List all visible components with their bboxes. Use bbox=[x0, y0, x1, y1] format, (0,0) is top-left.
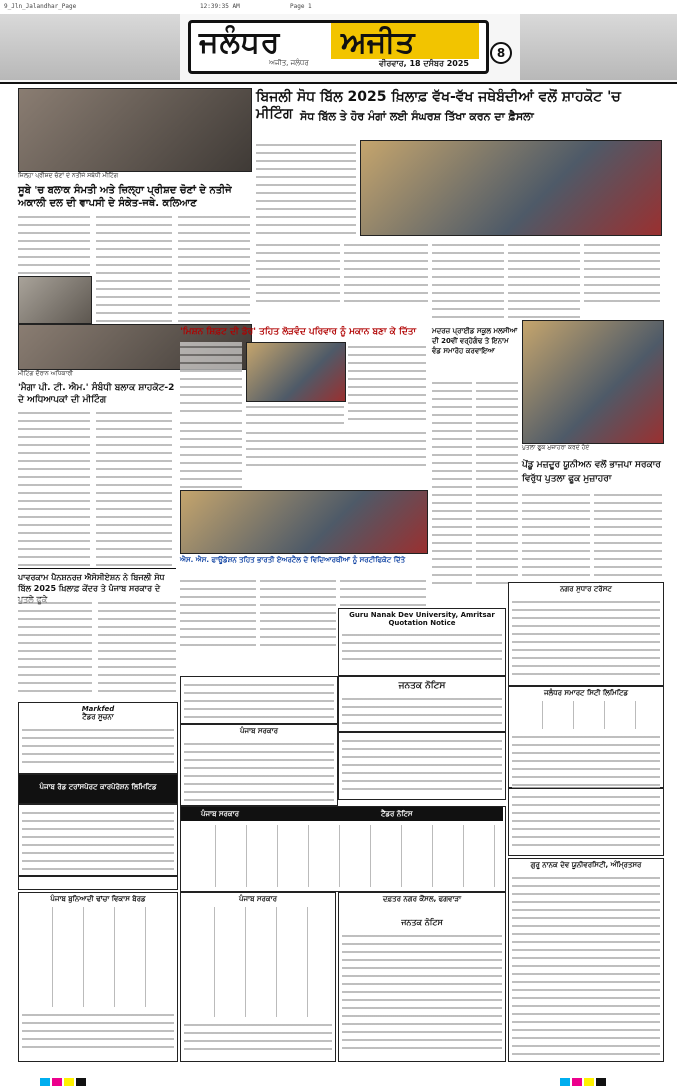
ad-public-notice bbox=[338, 676, 506, 732]
ad-gndu-title: Guru Nanak Dev University, Amritsar bbox=[349, 611, 495, 619]
page-number: 8 bbox=[490, 42, 512, 64]
ad-gndu-pb-body bbox=[512, 873, 660, 1057]
ad-smart-city-body bbox=[512, 732, 660, 788]
masthead-date: ਵੀਰਵਾਰ, 18 ਦਸੰਬਰ 2025 bbox=[379, 59, 470, 68]
photo-effigy-burning bbox=[522, 320, 664, 444]
ad-pidb-left-table bbox=[22, 907, 174, 1007]
ad-public-notice-2 bbox=[338, 732, 506, 800]
body-mission-5 bbox=[246, 428, 426, 468]
body-certificates bbox=[180, 576, 256, 650]
body-mega-ptm-2 bbox=[96, 408, 172, 566]
ad-nagar-sudhar bbox=[508, 582, 664, 686]
body-akali-dal-2 bbox=[96, 212, 172, 322]
reg-yellow-2 bbox=[584, 1078, 594, 1086]
body-main bbox=[256, 140, 356, 240]
ad-tender-govt: ਪੰਜਾਬ ਸਰਕਾਰ bbox=[201, 810, 240, 818]
body-main-5 bbox=[508, 240, 580, 320]
ad-pidb-left-title: ਪੰਜਾਬ ਬੁਨਿਆਦੀ ਢਾਂਚਾ ਵਿਕਾਸ ਬੋਰਡ bbox=[50, 895, 146, 903]
body-akali-dal-3 bbox=[178, 212, 250, 322]
ad-markfed-tender: ਟੈਂਡਰ ਸੂਚਨਾ bbox=[82, 713, 114, 721]
divider bbox=[18, 568, 176, 569]
photo-main-protest bbox=[360, 140, 662, 236]
ad-pwd-title: ਦਫ਼ਤਰ ਨਗਰ ਕੌਂਸਲ, ਫਗਵਾੜਾ bbox=[382, 895, 462, 903]
ad-pidb-left bbox=[18, 892, 178, 1062]
reg-magenta-2 bbox=[572, 1078, 582, 1086]
ad-smart-city-title: ਜਲੰਧਰ ਸਮਾਰਟ ਸਿਟੀ ਲਿਮਿਟਿਡ bbox=[543, 689, 629, 697]
ad-gmada-body bbox=[184, 1020, 332, 1054]
building-photo-left bbox=[0, 14, 180, 80]
ad-punjab-govt-body bbox=[184, 739, 334, 801]
ad-small-notice-body bbox=[184, 680, 334, 718]
headline-mega-ptm: 'ਮੈਗਾ ਪੀ. ਟੀ. ਐਮ.' ਸੰਬੰਧੀ ਬਲਾਕ ਸ਼ਾਹਕੋਟ-2 ਦੇ ਅਧਿਆਪਕਾਂ ਦੀ ਮੀਟਿੰਗ bbox=[18, 383, 175, 405]
reg-cyan bbox=[40, 1078, 50, 1086]
slug-page: Page 1 bbox=[290, 3, 312, 10]
ad-tender-title: ਟੈਂਡਰ ਨੋਟਿਸ bbox=[381, 810, 413, 818]
reg-cyan-2 bbox=[560, 1078, 570, 1086]
body-main-3 bbox=[344, 240, 428, 302]
building-photo-right bbox=[520, 14, 677, 80]
ad-nagar-sudhar-title: ਨਗਰ ਸੁਧਾਰ ਟਰੱਸਟ bbox=[560, 585, 612, 593]
ad-gndu-quotation bbox=[338, 608, 506, 676]
body-main-2 bbox=[256, 240, 340, 302]
ad-pidb-body bbox=[512, 792, 660, 850]
body-mission-2 bbox=[246, 402, 344, 426]
body-main-4 bbox=[432, 240, 504, 320]
photo-akali-portrait bbox=[18, 276, 92, 324]
body-pensioners bbox=[18, 598, 92, 698]
body-certificates-2 bbox=[260, 576, 336, 650]
ad-prtc-body bbox=[22, 808, 174, 870]
masthead-subtitle: ਅਜੀਤ, ਜਲੰਧਰ bbox=[269, 59, 309, 67]
ad-gmada-title: ਪੰਜਾਬ ਸਰਕਾਰ bbox=[238, 895, 277, 903]
ad-smart-city-table bbox=[512, 701, 660, 729]
ad-tender-table bbox=[185, 825, 499, 887]
ad-prtc-footer bbox=[18, 876, 178, 890]
ad-punjab-govt-1 bbox=[180, 724, 338, 806]
body-effigy bbox=[522, 490, 590, 582]
masthead-title-right-bg bbox=[331, 23, 479, 59]
ad-punjab-govt-title: ਪੰਜਾਬ ਸਰਕਾਰ bbox=[239, 727, 278, 735]
ad-prtc-title: ਪੰਜਾਬ ਰੋਡ ਟਰਾਂਸਪੋਰਟ ਕਾਰਪੋਰੇਸ਼ਨ ਲਿਮਿਟਿਡ bbox=[39, 783, 157, 791]
caption-effigy: ਪੁਤਲਾ ਫੂਕ ਮੁਜ਼ਾਹਰਾ ਕਰਦੇ ਹੋਏ bbox=[522, 444, 590, 451]
ad-pwd-notice: ਜਨਤਕ ਨੋਟਿਸ bbox=[401, 918, 443, 927]
caption-meeting: ਜ਼ਿਲ੍ਹਾ ਪ੍ਰੀਸ਼ਦ ਚੋਣਾਂ ਦੇ ਨਤੀਜੇ ਸਬੰਧੀ ਮੀਟਿੰਗ bbox=[18, 172, 119, 179]
print-slug bbox=[0, 0, 677, 14]
ad-jalandhar-smart-city bbox=[508, 686, 664, 788]
ad-prtc-banner bbox=[18, 774, 178, 804]
ad-gmada bbox=[180, 892, 336, 1062]
slug-time: 12:39:35 AM bbox=[200, 3, 240, 10]
ad-gndu-punjabi bbox=[508, 858, 664, 1062]
ad-public-notice-body bbox=[342, 694, 502, 728]
body-school-2 bbox=[476, 378, 518, 588]
masthead bbox=[0, 14, 677, 84]
ad-pwd bbox=[338, 892, 506, 1062]
ad-markfed-body bbox=[22, 725, 174, 767]
reg-magenta bbox=[52, 1078, 62, 1086]
masthead-title-right: ਅਜੀਤ bbox=[341, 25, 415, 60]
ad-gndu-body bbox=[342, 630, 502, 664]
body-main-6 bbox=[584, 240, 660, 306]
ad-markfed bbox=[18, 702, 178, 774]
photo-meeting bbox=[18, 88, 252, 172]
ad-pwd-body bbox=[342, 931, 502, 1049]
ad-pidb-left-body bbox=[22, 1010, 174, 1052]
ad-small-notice bbox=[180, 676, 338, 724]
headline-school: ਮਦਰਜ਼ ਪ੍ਰਾਈਡ ਸਕੂਲ ਮਲਸੀਆਂ ਦੀ 20ਵੀਂ ਵਰ੍ਹੇਗੰਢ ਤੇ ਇਨਾਮ ਵੰਡ ਸਮਾਰੋਹ ਕਰਵਾਇਆ bbox=[432, 327, 518, 355]
ad-public-notice-title: ਜਨਤਕ ਨੋਟਿਸ bbox=[398, 681, 446, 691]
ad-public-notice-2-body bbox=[342, 736, 502, 794]
body-effigy-2 bbox=[594, 490, 662, 582]
headline-certificates: ਐਸ. ਐਸ. ਫਾਊਂਡੇਸ਼ਨ ਤਹਿਤ ਭਾਰਤੀ ਏਅਰਟੈਲ ਦੇ ਵਿਦਿਆਰਥੀਆਂ ਨੂੰ ਸਰਟੀਫਿਕੇਟ ਦਿੱਤੇ bbox=[180, 556, 406, 564]
body-pensioners-2 bbox=[98, 598, 176, 698]
masthead-title-left: ਜਲੰਧਰ bbox=[199, 25, 281, 60]
body-akali-dal bbox=[18, 212, 90, 274]
ad-nagar-sudhar-body bbox=[512, 597, 660, 681]
photo-school-event bbox=[180, 490, 428, 554]
caption-teachers: ਮੀਟਿੰਗ ਦੌਰਾਨ ਅਧਿਕਾਰੀ bbox=[18, 370, 73, 377]
reg-black bbox=[76, 1078, 86, 1086]
body-mission-3 bbox=[348, 342, 426, 426]
headline-pensioners: ਪਾਵਰਕਾਮ ਪੈਨਸ਼ਨਰਜ਼ ਐਸੋਸੀਏਸ਼ਨ ਨੇ ਬਿਜਲੀ ਸੋਧ ਬਿੱਲ 2025 ਖ਼ਿਲਾਫ਼ ਕੇਂਦਰ ਤੇ ਪੰਜਾਬ ਸਰਕਾਰ ਦੇ bbox=[18, 573, 165, 593]
ad-gndu-pb-title: ਗੁਰੂ ਨਾਨਕ ਦੇਵ ਯੂਨੀਵਰਸਿਟੀ, ਅੰਮ੍ਰਿਤਸਰ bbox=[530, 861, 642, 869]
ad-tender-notice bbox=[180, 806, 506, 892]
headline-effigy: ਪੇਂਡੂ ਮਜ਼ਦੂਰ ਯੂਨੀਅਨ ਵਲੋਂ ਭਾਜਪਾ ਸਰਕਾਰ ਵਿਰੁੱਧ ਪੁਤਲਾ ਫੂਕ ਮੁਜ਼ਾਹਰਾ bbox=[522, 460, 661, 484]
ad-markfed-logo: Markfed bbox=[81, 705, 115, 713]
masthead-logo bbox=[188, 20, 489, 74]
subhead-main: ਸੋਧ ਬਿੱਲ ਤੇ ਹੋਰ ਮੰਗਾਂ ਲਈ ਸੰਘਰਸ਼ ਤਿੱਖਾ ਕਰਨ ਦਾ ਫ਼ੈਸਲਾ bbox=[300, 110, 534, 123]
photo-house-handover bbox=[246, 342, 346, 402]
ad-gmada-table bbox=[184, 907, 332, 1017]
headline-main: ਬਿਜਲੀ ਸੋਧ ਬਿੱਲ 2025 ਖ਼ਿਲਾਫ਼ ਵੱਖ-ਵੱਖ ਜਥੇਬੰਦੀਆਂ ਵਲੋਂ ਸ਼ਾਹਕੋਟ 'ਚ ਮੀਟਿੰਗ bbox=[256, 89, 621, 122]
ad-gndu-sub: Quotation Notice bbox=[388, 619, 456, 627]
headline-mission-shift: 'ਮਿਸ਼ਨ ਸ਼ਿਫ਼ਟ ਦੀ ਡੋਰ' ਤਹਿਤ ਲੋੜਵੰਦ ਪਰਿਵਾਰ ਨੂੰ ਮਕਾਨ ਬਣਾ ਕੇ ਦਿੱਤਾ bbox=[180, 327, 417, 337]
ad-prtc bbox=[18, 804, 178, 876]
headline-akali-dal: ਸੂਬੇ 'ਚ ਬਲਾਕ ਸੰਮਤੀ ਅਤੇ ਜ਼ਿਲ੍ਹਾ ਪ੍ਰੀਸ਼ਦ ਚੋਣਾਂ ਦੇ ਨਤੀਜੇ ਅਕਾਲੀ ਦਲ ਦੀ ਵਾਪਸੀ ਦੇ ਸੰਕੇਤ-ਜਥੇ. ਕਲਿਆਣ bbox=[18, 185, 232, 209]
body-mega-ptm bbox=[18, 408, 90, 566]
body-certificates-3 bbox=[340, 576, 426, 606]
body-mission-4 bbox=[180, 418, 242, 488]
body-school bbox=[432, 378, 472, 588]
slug-file: 9_Jln_Jalandhar_Page bbox=[4, 3, 77, 10]
body-mission bbox=[180, 342, 242, 416]
ad-pidb bbox=[508, 788, 664, 856]
reg-black-2 bbox=[596, 1078, 606, 1086]
reg-yellow bbox=[64, 1078, 74, 1086]
